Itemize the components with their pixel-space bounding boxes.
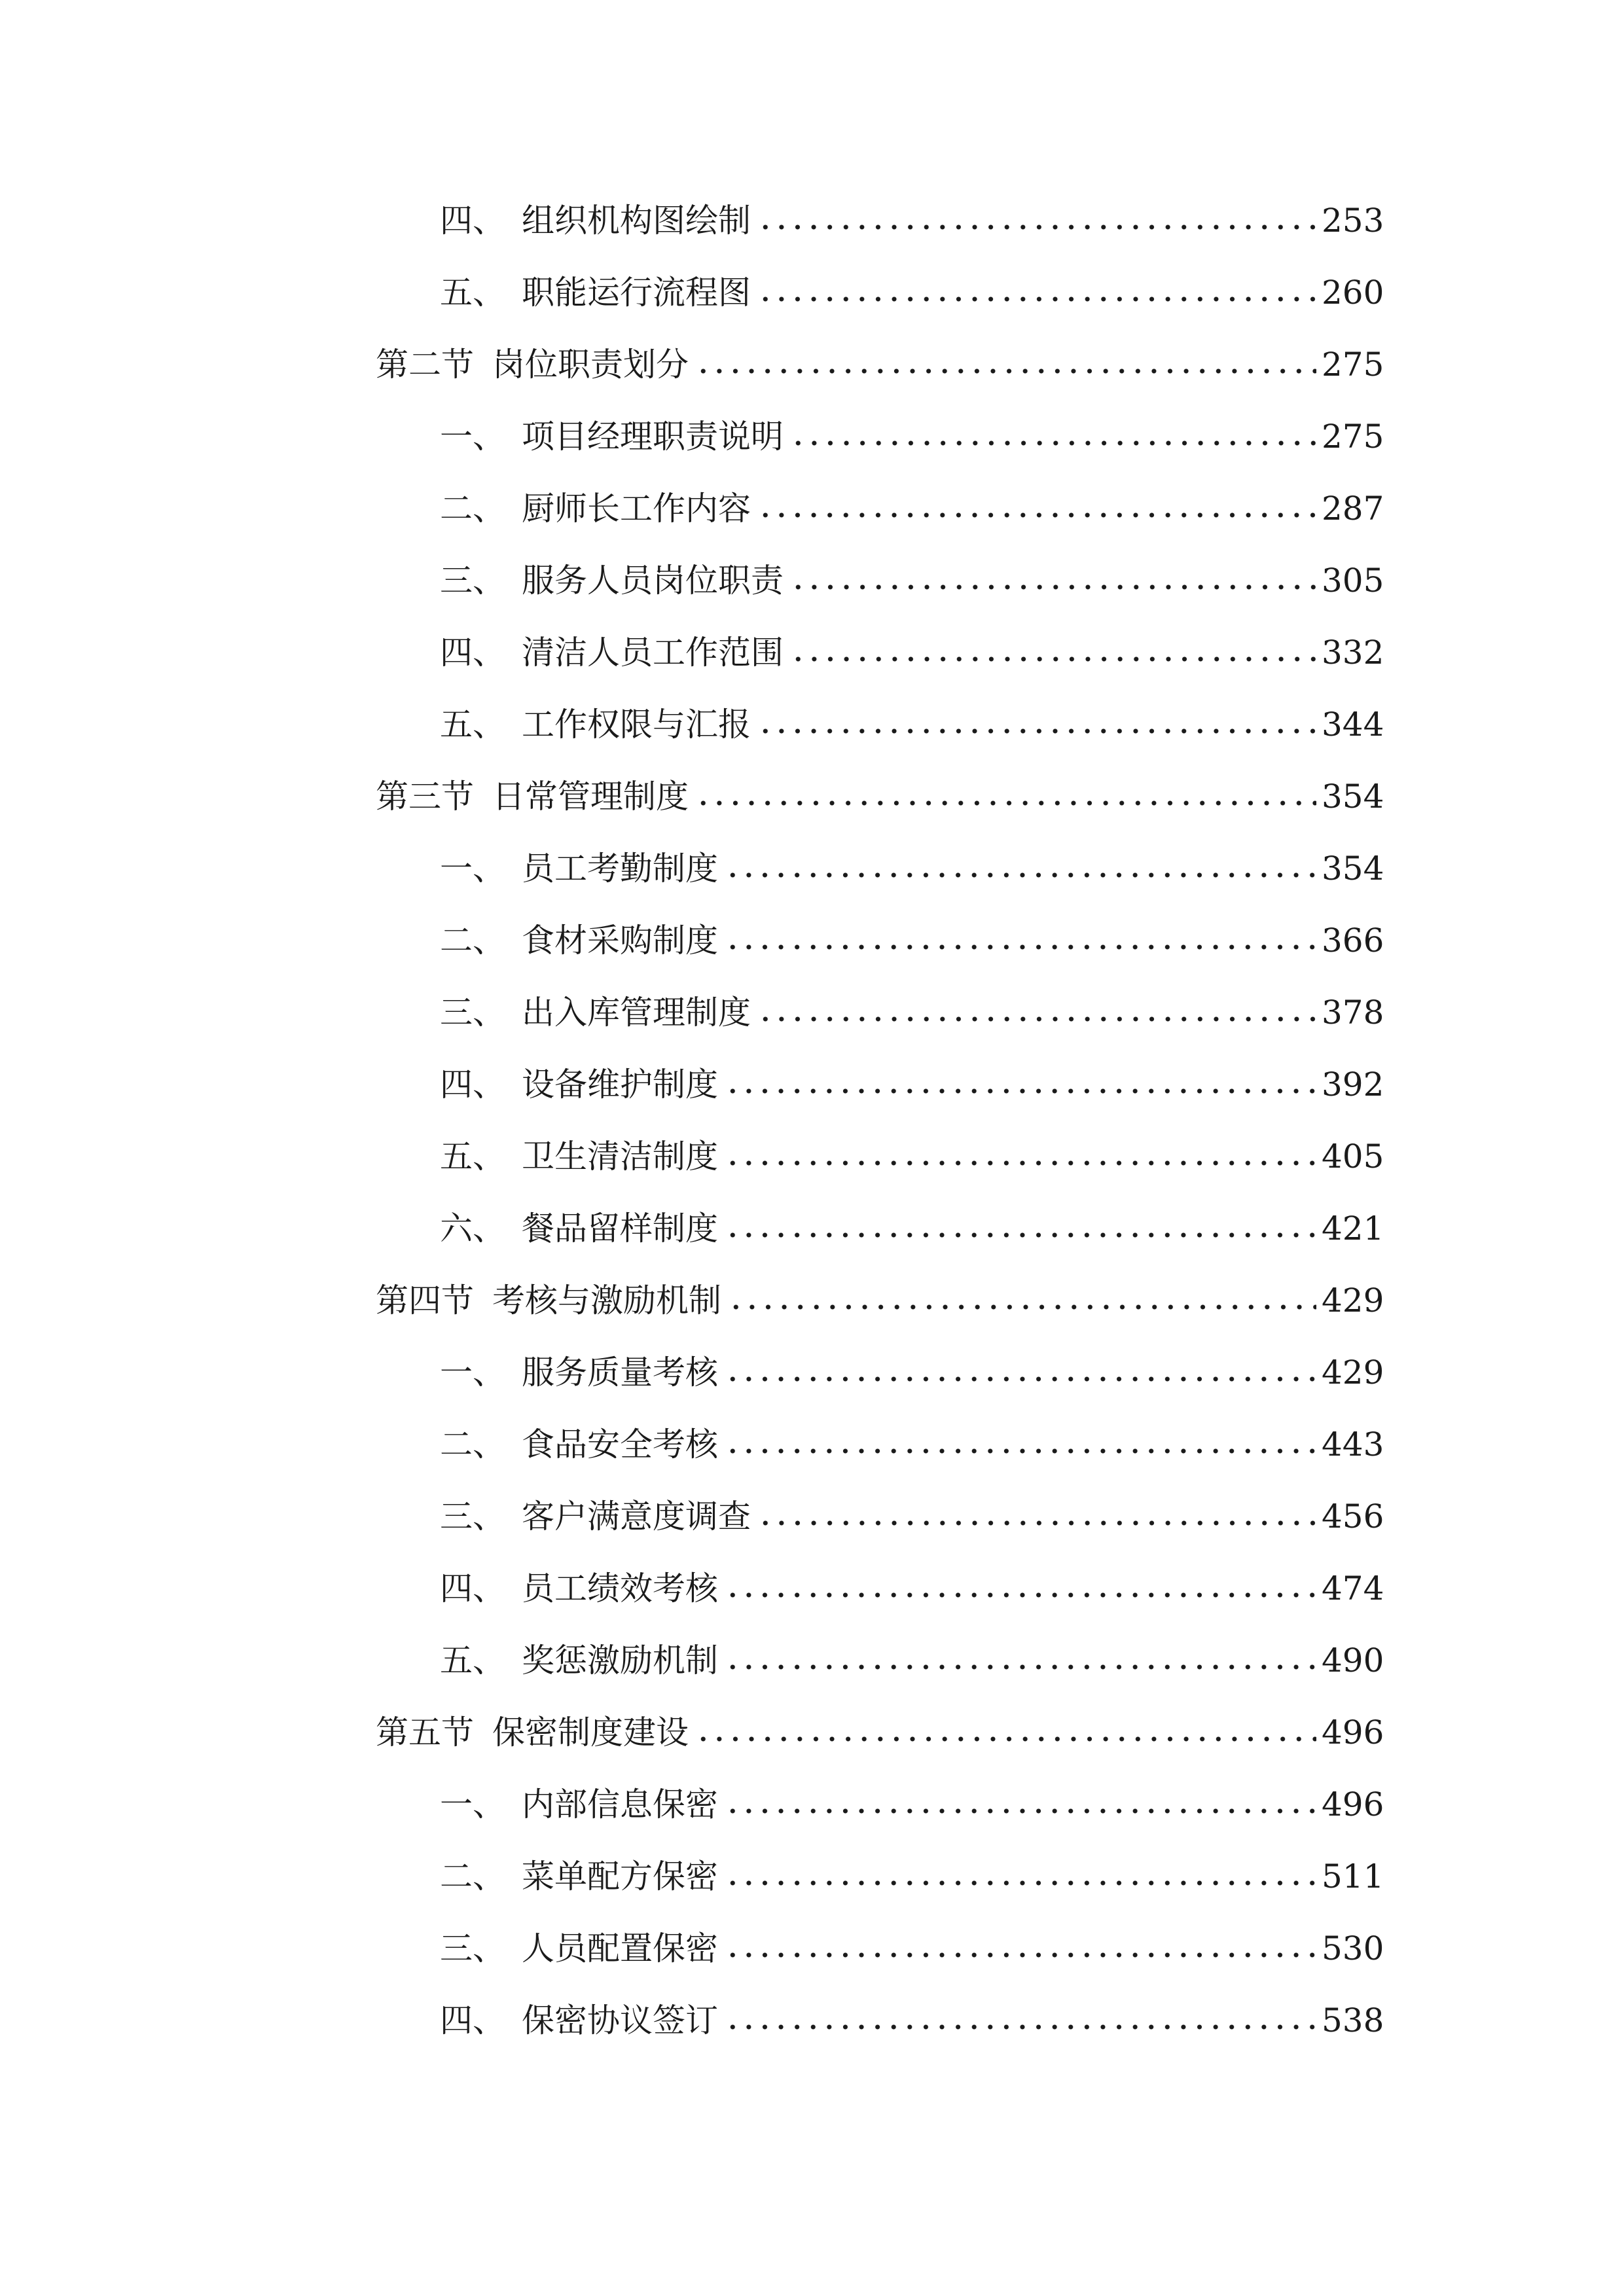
toc-entry-number: 一、: [440, 1785, 505, 1823]
toc-subsection-entry[interactable]: [0, 689, 1624, 761]
toc-page-number: 354: [1322, 778, 1384, 816]
toc-page-number: 366: [1322, 922, 1384, 960]
table-of-contents: [0, 185, 1624, 2056]
toc-subsection-entry[interactable]: [0, 1193, 1624, 1265]
toc-subsection-entry[interactable]: [0, 1480, 1624, 1552]
toc-entry-number: 五、: [440, 706, 505, 744]
toc-subsection-entry[interactable]: [0, 401, 1624, 473]
toc-entry-number: 二、: [440, 1857, 505, 1895]
toc-entry-number: 三、: [440, 1929, 505, 1967]
toc-subsection-entry[interactable]: [0, 833, 1624, 905]
toc-subsection-entry[interactable]: [0, 1624, 1624, 1696]
toc-entry-number: 二、: [440, 490, 505, 528]
toc-dot-leader: [790, 583, 1316, 592]
toc-page-number: 332: [1322, 634, 1384, 672]
toc-entry-number: 一、: [440, 1354, 505, 1391]
toc-entry-number: 一、: [440, 418, 505, 456]
toc-page-number: 378: [1322, 994, 1384, 1031]
toc-entry-number: 三、: [440, 1498, 505, 1535]
toc-page-number: 392: [1322, 1066, 1384, 1103]
toc-dot-leader: [757, 223, 1316, 232]
toc-entry-number: 三、: [440, 994, 505, 1031]
toc-dot-leader: [757, 1014, 1316, 1024]
toc-entry-title: 员工考勤制度: [522, 850, 718, 888]
toc-entry-number: 五、: [440, 1641, 505, 1679]
toc-page-number: 443: [1322, 1426, 1384, 1463]
toc-entry-title: 组织机构图绘制: [522, 202, 751, 240]
toc-entry-title: 食材采购制度: [522, 922, 718, 960]
toc-entry-title: 厨师长工作内容: [522, 490, 751, 528]
toc-dot-leader: [725, 1590, 1316, 1600]
toc-page-number: 429: [1322, 1282, 1384, 1319]
toc-section-entry[interactable]: [0, 329, 1624, 401]
toc-entry-number: 二、: [440, 1426, 505, 1463]
toc-entry-title: 考核与激励机制: [492, 1282, 721, 1319]
toc-page-number: 429: [1322, 1354, 1384, 1391]
toc-page-number: 275: [1322, 418, 1384, 456]
toc-page-number: 253: [1322, 202, 1384, 240]
toc-entry-number: 第四节: [376, 1282, 474, 1319]
toc-dot-leader: [728, 1302, 1316, 1312]
toc-page-number: 496: [1322, 1713, 1384, 1751]
toc-entry-title: 人员配置保密: [522, 1929, 718, 1967]
toc-dot-leader: [725, 1806, 1316, 1816]
toc-subsection-entry[interactable]: [0, 1912, 1624, 1984]
toc-dot-leader: [725, 1230, 1316, 1240]
toc-page-number: 530: [1322, 1929, 1384, 1967]
toc-entry-title: 服务人员岗位职责: [522, 562, 784, 600]
toc-subsection-entry[interactable]: [0, 1840, 1624, 1912]
toc-subsection-entry[interactable]: [0, 473, 1624, 545]
toc-entry-number: 二、: [440, 922, 505, 960]
toc-subsection-entry[interactable]: [0, 1984, 1624, 2056]
toc-subsection-entry[interactable]: [0, 1768, 1624, 1840]
toc-subsection-entry[interactable]: [0, 1552, 1624, 1624]
toc-entry-title: 岗位职责划分: [492, 346, 689, 384]
toc-subsection-entry[interactable]: [0, 1408, 1624, 1480]
toc-dot-leader: [725, 1446, 1316, 1456]
toc-dot-leader: [757, 726, 1316, 736]
toc-entry-title: 内部信息保密: [522, 1785, 718, 1823]
toc-entry-number: 第三节: [376, 778, 474, 816]
toc-dot-leader: [725, 1374, 1316, 1384]
toc-section-entry[interactable]: [0, 1265, 1624, 1336]
toc-entry-number: 三、: [440, 562, 505, 600]
toc-dot-leader: [790, 439, 1316, 448]
toc-dot-leader: [725, 1662, 1316, 1672]
toc-entry-title: 食品安全考核: [522, 1426, 718, 1463]
toc-section-entry[interactable]: [0, 1696, 1624, 1768]
toc-entry-title: 客户满意度调查: [522, 1498, 751, 1535]
toc-subsection-entry[interactable]: [0, 545, 1624, 617]
toc-subsection-entry[interactable]: [0, 1336, 1624, 1408]
toc-entry-number: 第五节: [376, 1713, 474, 1751]
toc-subsection-entry[interactable]: [0, 1049, 1624, 1121]
toc-entry-title: 日常管理制度: [492, 778, 689, 816]
toc-page-number: 490: [1322, 1641, 1384, 1679]
toc-entry-number: 四、: [440, 2001, 505, 2039]
toc-dot-leader: [757, 1518, 1316, 1528]
toc-subsection-entry[interactable]: [0, 905, 1624, 977]
toc-page-number: 405: [1322, 1138, 1384, 1175]
toc-dot-leader: [725, 1950, 1316, 1960]
toc-dot-leader: [790, 655, 1316, 664]
toc-entry-title: 工作权限与汇报: [522, 706, 751, 744]
toc-entry-number: 五、: [440, 1138, 505, 1175]
toc-dot-leader: [725, 870, 1316, 880]
toc-page-number: 344: [1322, 706, 1384, 744]
toc-page-number: 511: [1322, 1857, 1384, 1895]
toc-page-number: 474: [1322, 1570, 1384, 1607]
toc-entry-number: 六、: [440, 1210, 505, 1247]
toc-page-number: 496: [1322, 1785, 1384, 1823]
toc-entry-title: 出入库管理制度: [522, 994, 751, 1031]
toc-dot-leader: [725, 1878, 1316, 1888]
toc-entry-number: 四、: [440, 634, 505, 672]
toc-entry-number: 第二节: [376, 346, 474, 384]
toc-dot-leader: [725, 1158, 1316, 1168]
toc-page-number: 275: [1322, 346, 1384, 384]
toc-page-number: 421: [1322, 1210, 1384, 1247]
toc-page-number: 354: [1322, 850, 1384, 888]
toc-page-number: 538: [1322, 2001, 1384, 2039]
toc-dot-leader: [725, 2022, 1316, 2032]
toc-entry-title: 项目经理职责说明: [522, 418, 784, 456]
toc-entry-number: 四、: [440, 1066, 505, 1103]
toc-dot-leader: [725, 1086, 1316, 1096]
toc-entry-number: 五、: [440, 274, 505, 312]
toc-page-number: 260: [1322, 274, 1384, 312]
toc-entry-title: 保密制度建设: [492, 1713, 689, 1751]
toc-entry-title: 设备维护制度: [522, 1066, 718, 1103]
toc-entry-number: 四、: [440, 202, 505, 240]
toc-subsection-entry[interactable]: [0, 617, 1624, 689]
toc-entry-title: 服务质量考核: [522, 1354, 718, 1391]
toc-dot-leader: [725, 942, 1316, 952]
toc-entry-title: 清洁人员工作范围: [522, 634, 784, 672]
toc-page-number: 287: [1322, 490, 1384, 528]
toc-entry-title: 奖惩激励机制: [522, 1641, 718, 1679]
toc-subsection-entry[interactable]: [0, 257, 1624, 329]
toc-entry-number: 四、: [440, 1570, 505, 1607]
toc-page-number: 456: [1322, 1498, 1384, 1535]
toc-entry-title: 员工绩效考核: [522, 1570, 718, 1607]
toc-subsection-entry[interactable]: [0, 185, 1624, 257]
toc-dot-leader: [757, 295, 1316, 304]
toc-entry-title: 职能运行流程图: [522, 274, 751, 312]
toc-dot-leader: [695, 798, 1316, 808]
toc-entry-number: 一、: [440, 850, 505, 888]
toc-page-number: 305: [1322, 562, 1384, 600]
toc-entry-title: 菜单配方保密: [522, 1857, 718, 1895]
toc-dot-leader: [757, 511, 1316, 520]
toc-dot-leader: [695, 367, 1316, 376]
toc-section-entry[interactable]: [0, 761, 1624, 833]
toc-dot-leader: [695, 1734, 1316, 1744]
toc-subsection-entry[interactable]: [0, 977, 1624, 1049]
toc-entry-title: 保密协议签订: [522, 2001, 718, 2039]
toc-subsection-entry[interactable]: [0, 1121, 1624, 1193]
toc-entry-title: 卫生清洁制度: [522, 1138, 718, 1175]
toc-entry-title: 餐品留样制度: [522, 1210, 718, 1247]
